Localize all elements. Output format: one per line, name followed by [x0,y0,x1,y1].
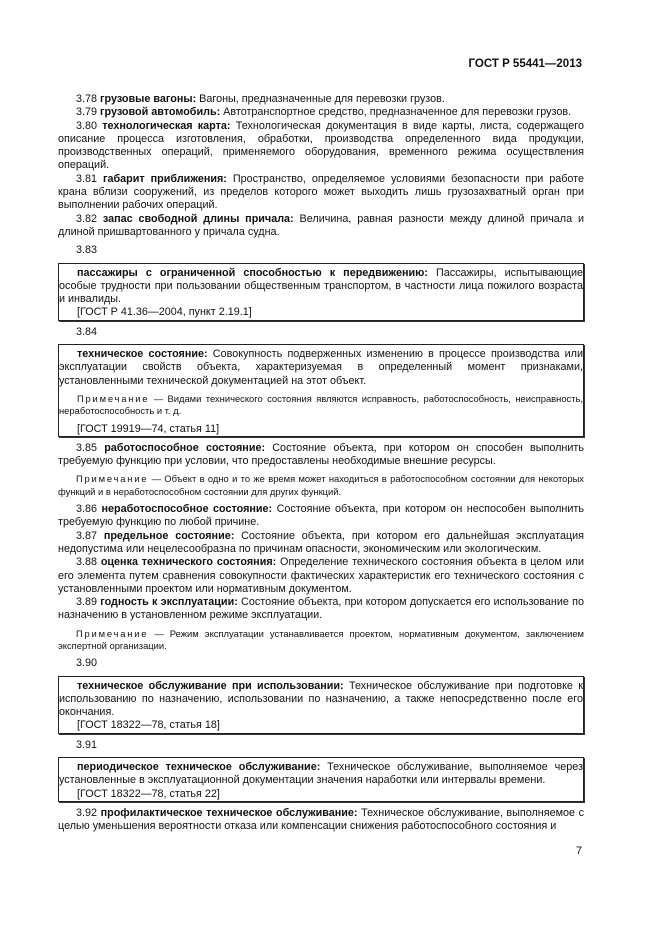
entry-3-91-box: периодическое техническое обслуживание: Техническое обслуживание, выполняемое через установленные в эксплуатационной документации значения наработки или интервалы времени. [ГОСТ 18322—78, статья 22] [58,757,584,802]
source-reference: [ГОСТ 19919—74, статья 11] [77,422,220,435]
term: неработоспособное состояние: [101,503,273,516]
entry-3-88: 3.88 оценка технического состояния: Определение технического состояния объекта в целом или его элемента путем сравнения совокупности фактических характеристик его технического состояния с установленными проектом или нормативным документом. [58,556,584,595]
term: пассажиры с ограниченной способностью к передвижению: [77,266,428,279]
term: техническое обслуживание при использовании: [77,679,344,692]
entry-3-92: 3.92 профилактическое техническое обслуживание: Техническое обслуживание, выполняемое с целью уменьшения вероятности отказа или компенсации снижения работоспособного состояния и [58,806,585,833]
note: Примечание — Объект в одно и то же время может находиться в работоспособном состоянии для некоторых функций и в неработоспособном состоянии для других функций. [58,473,584,497]
term: периодическое техническое обслуживание: [77,761,321,774]
entry-3-84-box: техническое состояние: Совокупность подверженных изменению в процессе производства или эксплуатации свойств объекта, характеризуемая в определенный момент признаками, установленными технической документацией на этот объект. Примечание — Видами технического состояния являются исправность, работоспособность, неисправность, неработоспособность и т. д. [ГОСТ 19919—74, статья 11] [58,344,584,437]
entry-3-86: 3.86 неработоспособное состояние: Состояние объекта, при котором он неспособен выполнить требуемую функцию по любой причине. [58,503,584,529]
document-body [58,93,584,834]
entry-3-80: 3.80 технологическая карта: Технологическая документация в виде карты, листа, содержащего описание процесса изготовления, обработки, производства определенного вида продукции, производственных операций, применяемого оборудования, временного режима осуществления операций. [58,119,584,172]
source-reference: [ГОСТ 18322—78, статья 22] [77,787,220,800]
term: годность к эксплуатации: [100,596,238,609]
term: технологическая карта: [102,119,231,132]
entry-3-78: 3.78 грузовые вагоны: Вагоны, предназначенные для перевозки грузов. [76,93,445,105]
term: запас свободной длины причала: [102,212,294,225]
term: профилактическое техническое обслуживание: [100,806,358,819]
note: Примечание — Видами технического состояния являются исправность, работоспособность, неисправность, неработоспособность и т. д. [59,392,583,417]
entry-3-81: 3.81 габарит приближения: Пространство, определяемое условиями безопасности при работе крана вблизи сооружений, из пределов которого может выходить лишь грузозахватный орган при выполнении рабочих операций. [58,172,585,212]
entry-3-83-box: пассажиры с ограниченной способностью к передвижению: Пассажиры, испытывающие особые трудности при пользовании общественным транспортом, в частности лица пожилого возраста и инвалиды. [ГОСТ Р 41.36—2004, пункт 2.19.1] [58,263,584,321]
term: работоспособное состояние: [104,441,266,454]
entry-3-85: 3.85 работоспособное состояние: Состояние объекта, при котором он способен выполнить требуемую функцию при условии, что предоставлены необходимые внешние ресурсы. [58,441,584,468]
page-number: 7 [576,845,583,857]
entry-3-87: 3.87 предельное состояние: Состояние объекта, при котором его дальнейшая эксплуатация недопустима или нецелесообразна по причинам опасности, экономическим или экологическим. [58,529,585,555]
entry-number: 3.83 [76,244,98,257]
term: грузовой автомобиль: [100,106,221,119]
note: Примечание — Режим эксплуатации устанавливается проектом, нормативным документом, заключением экспертной организации. [58,627,584,651]
entry-3-79: 3.79 грузовой автомобиль: Автотранспортное средство, предназначенное для перевозки грузов. [76,106,572,119]
entry-number: 3.84 [76,325,98,338]
term: техническое состояние: [77,348,208,361]
entry-3-89: 3.89 годность к эксплуатации: Состояние объекта, при котором допускается его использование по назначению в установленном режиме эксплуатации. [58,596,585,622]
source-reference: [ГОСТ Р 41.36—2004, пункт 2.19.1] [77,306,252,319]
entry-number: 3.91 [76,738,98,751]
entry-number: 3.90 [76,657,98,670]
entry-3-82: 3.82 запас свободной длины причала: Величина, равная разности между длиной причала и длиной пришвартованного у причала судна. [58,212,585,238]
source-reference: [ГОСТ 18322—78, статья 18] [77,719,220,732]
term: оценка технического состояния: [100,556,277,569]
term: габарит приближения: [103,172,227,185]
entry-3-90-box: техническое обслуживание при использовании: Техническое обслуживание при подготовке к использованию по назначению, использовании по назначению, а также непосредственно после его окончания. [ГОСТ 18322—78, статья 18] [58,676,584,734]
term: предельное состояние: [103,529,235,542]
term: грузовые вагоны: [100,93,197,105]
document-header: ГОСТ Р 55441—2013 [468,58,582,70]
